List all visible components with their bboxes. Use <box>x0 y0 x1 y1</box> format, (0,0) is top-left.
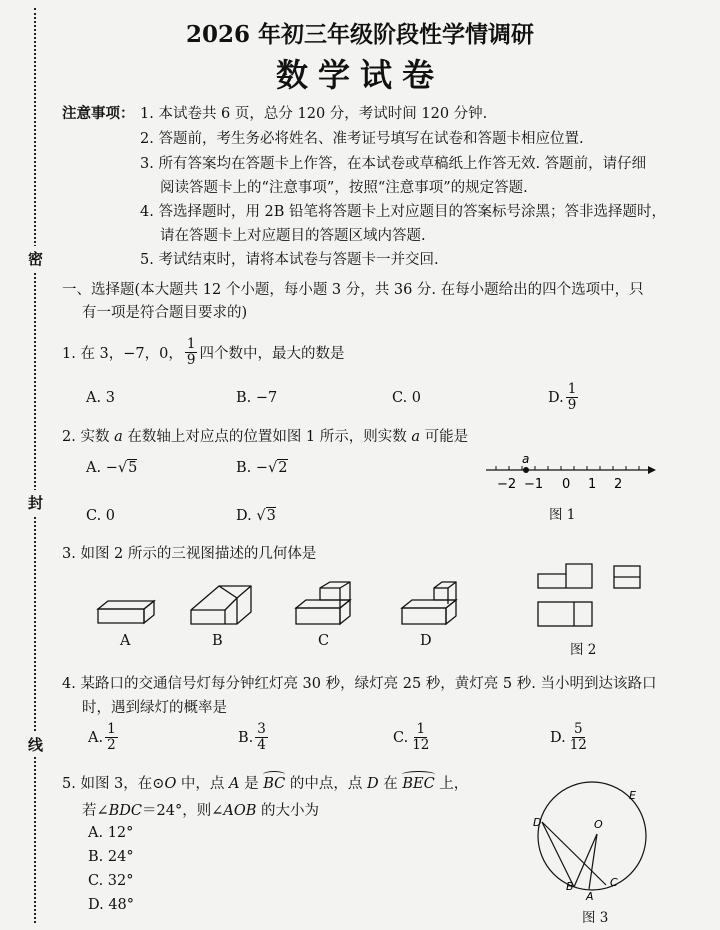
question-4-stem: 4. 某路口的交通信号灯每分钟红灯亮 30 秒，绿灯亮 25 秒，黄灯亮 5 秒. 当小明到达该路口 <box>62 676 657 692</box>
q4-option-a: A. $\frac{1}{2}$ <box>88 721 116 753</box>
point-a-label: a <box>522 452 530 466</box>
tick-label-1: 1 <box>588 477 597 492</box>
point-a-circle-label: A <box>586 890 594 903</box>
point-c-label: C <box>610 876 618 889</box>
q3-label-a: A <box>120 633 131 649</box>
question-5-stem: 5. 如图 3，在⊙O 中，点 A 是 BC 的中点，点 D 在 BEC 上， <box>62 772 468 793</box>
notice-item-3-cont: 阅读答题卡上的“注意事项”，按照“注意事项”的规定答题. <box>160 180 528 196</box>
number-line-figure <box>480 448 660 498</box>
question-1-stem: 1. 在 3，−7，0， $\frac{1}{9}$ 四个数中，最大的数是 <box>62 336 345 368</box>
tick-label-2: 2 <box>614 477 623 492</box>
q2-option-d: D. √3 <box>236 508 276 524</box>
point-e-label: E <box>629 789 636 802</box>
figure-3-caption: 图 3 <box>582 910 609 926</box>
seal-char-xian: 线 <box>28 732 43 757</box>
q2-option-c: C. 0 <box>86 508 116 524</box>
notice-item-5: 5. 考试结束时，请将本试卷与答题卡一并交回. <box>140 252 439 268</box>
exam-title: 2026 年初三年级阶段性学情调研 <box>185 21 535 48</box>
question-4-stem-cont: 时，遇到绿灯的概率是 <box>82 700 227 716</box>
q1-option-a: A. 3 <box>86 390 115 406</box>
q1-option-d: D. $\frac{1}{9}$ <box>548 381 577 413</box>
figure-2-caption: 图 2 <box>570 642 597 658</box>
notice-item-2: 2. 答题前，考生务必将姓名、准考证号填写在试卷和答题卡相应位置. <box>140 131 584 147</box>
q5-option-c: C. 32° <box>88 873 134 889</box>
seal-dotted-line <box>34 8 36 923</box>
subject-title: 数学试卷 <box>275 56 444 94</box>
figure-1-caption: 图 1 <box>549 507 576 523</box>
tick-label-0: 0 <box>562 477 571 492</box>
solid-d-figure <box>396 578 466 633</box>
point-d-label: D <box>533 816 542 829</box>
question-3-stem: 3. 如图 2 所示的三视图描述的几何体是 <box>62 546 317 562</box>
question-2-stem: 2. 实数 a 在数轴上对应点的位置如图 1 所示，则实数 a 可能是 <box>62 429 469 445</box>
solid-b-figure <box>185 578 260 633</box>
q4-option-d: D. $\frac{5}{12}$ <box>550 721 587 753</box>
section-heading-cont: 有一项是符合题目要求的) <box>82 305 248 321</box>
notice-item-3: 3. 所有答案均在答题卡上作答，在本试卷或草稿纸上作答无效. 答题前，请仔细 <box>140 156 647 172</box>
point-a-dot <box>523 467 529 473</box>
solid-a-figure <box>92 595 162 631</box>
circle-figure <box>522 776 662 906</box>
notice-item-4: 4. 答选择题时，用 2B 铅笔将答题卡上对应题目的答案标号涂黑；答非选择题时， <box>140 204 667 220</box>
q2-option-b: B. −√2 <box>236 460 288 476</box>
point-o-label: O <box>594 818 603 831</box>
q5-option-b: B. 24° <box>88 849 134 865</box>
arc-bc: BC <box>263 776 285 792</box>
q2-option-a: A. −√5 <box>86 460 138 476</box>
q1-option-c: C. 0 <box>392 390 422 406</box>
solid-c-figure <box>290 578 360 633</box>
arc-bec: BEC <box>402 776 434 792</box>
seal-char-mi: 密 <box>28 246 43 271</box>
q4-option-c: C. $\frac{1}{12}$ <box>393 721 430 753</box>
q3-label-b: B <box>212 633 223 649</box>
q3-label-d: D <box>420 633 432 649</box>
notice-item-1: 1. 本试卷共 6 页，总分 120 分，考试时间 120 分钟. <box>140 106 488 122</box>
three-views-figure <box>530 560 650 640</box>
notice-label: 注意事项： <box>62 105 135 122</box>
q1-option-b: B. −7 <box>236 390 278 406</box>
q5-option-a: A. 12° <box>88 825 134 841</box>
q4-option-b: B. $\frac{3}{4}$ <box>238 721 266 753</box>
q3-label-c: C <box>318 633 330 649</box>
tick-label-neg2: −2 <box>497 477 517 492</box>
q5-option-d: D. 48° <box>88 897 135 913</box>
question-5-stem-cont: 若∠BDC＝24°，则∠AOB 的大小为 <box>82 803 320 819</box>
notice-item-4-cont: 请在答题卡上对应题目的答题区域内答题. <box>160 228 426 244</box>
tick-label-neg1: −1 <box>524 477 544 492</box>
point-b-label: B <box>566 880 574 893</box>
seal-char-feng: 封 <box>28 490 43 515</box>
fraction-one-ninth: $\frac{1}{9}$ <box>186 336 196 368</box>
section-heading: 一、选择题(本大题共 12 个小题，每小题 3 分，共 36 分. 在每小题给出的四个选项中，只 <box>62 282 644 298</box>
